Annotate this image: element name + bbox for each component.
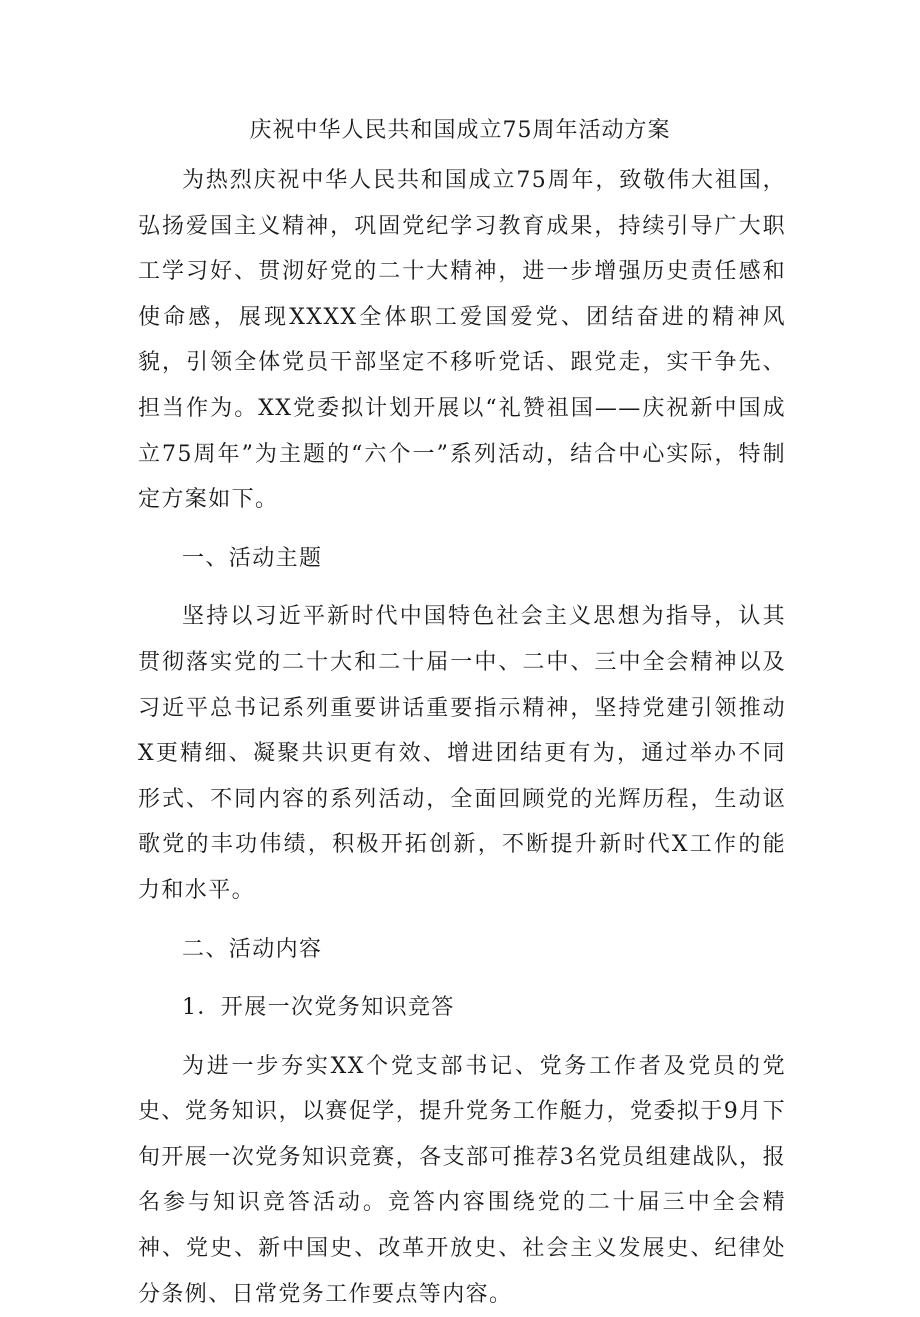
section-2-heading: 二、活动内容 xyxy=(182,936,323,962)
section-1-heading: 一、活动主题 xyxy=(182,545,323,571)
section-1-paragraph: 坚持以习近平新时代中国特色社会主义思想为指导，认其贯彻落实党的二十大和二十届一中、二中、三中全会精神以及习近平总书记系列重要讲话重要指示精神，坚持党建引领推动X更精细、凝聚共识更有效、增进团结更有为，通过举办不同形式、不同内容的系列活动，全面回顾党的光辉历程，生动讴歌党的丰功伟绩，积极开拓创新，不断提升新时代X工作的能力和水平。 xyxy=(138,604,786,903)
document-title: 庆祝中华人民共和国成立75周年活动方案 xyxy=(249,118,671,143)
item-1-heading: 1．开展一次党务知识竞答 xyxy=(182,995,455,1021)
intro-paragraph: 为热烈庆祝中华人民共和国成立75周年，致敬伟大祖国，弘扬爱国主义精神，巩固党纪学习教育成果，持续引导广大职工学习好、贯沏好党的二十大精神，进一步增强历史责任感和使命感，展现XXXX全体职工爱国爱党、团结奋进的精神风貌，引领全体党员干部坚定不移听党话、跟党走，实干争先、担当作为。XX党委拟计划开展以“礼赞祖国——庆祝新中国成立75周年”为主题的“六个一”系列活动，结合中心实际，特制定方案如下。 xyxy=(138,168,786,513)
item-1-paragraph: 为进一步夯实XX个党支部书记、党务工作者及党员的党史、党务知识，以赛促学，提升党务工作艇力，党委拟于9月下旬开展一次党务知识竞赛，各支部可推荐3名党员组建战队，报名参与知识竞答活动。竞答内容围绕党的二十届三中全会精神、党史、新中国史、改革开放史、社会主义发展史、纪律处分条例、日常党务工作要点等内容。 xyxy=(138,1053,786,1307)
document-body xyxy=(138,158,786,1317)
